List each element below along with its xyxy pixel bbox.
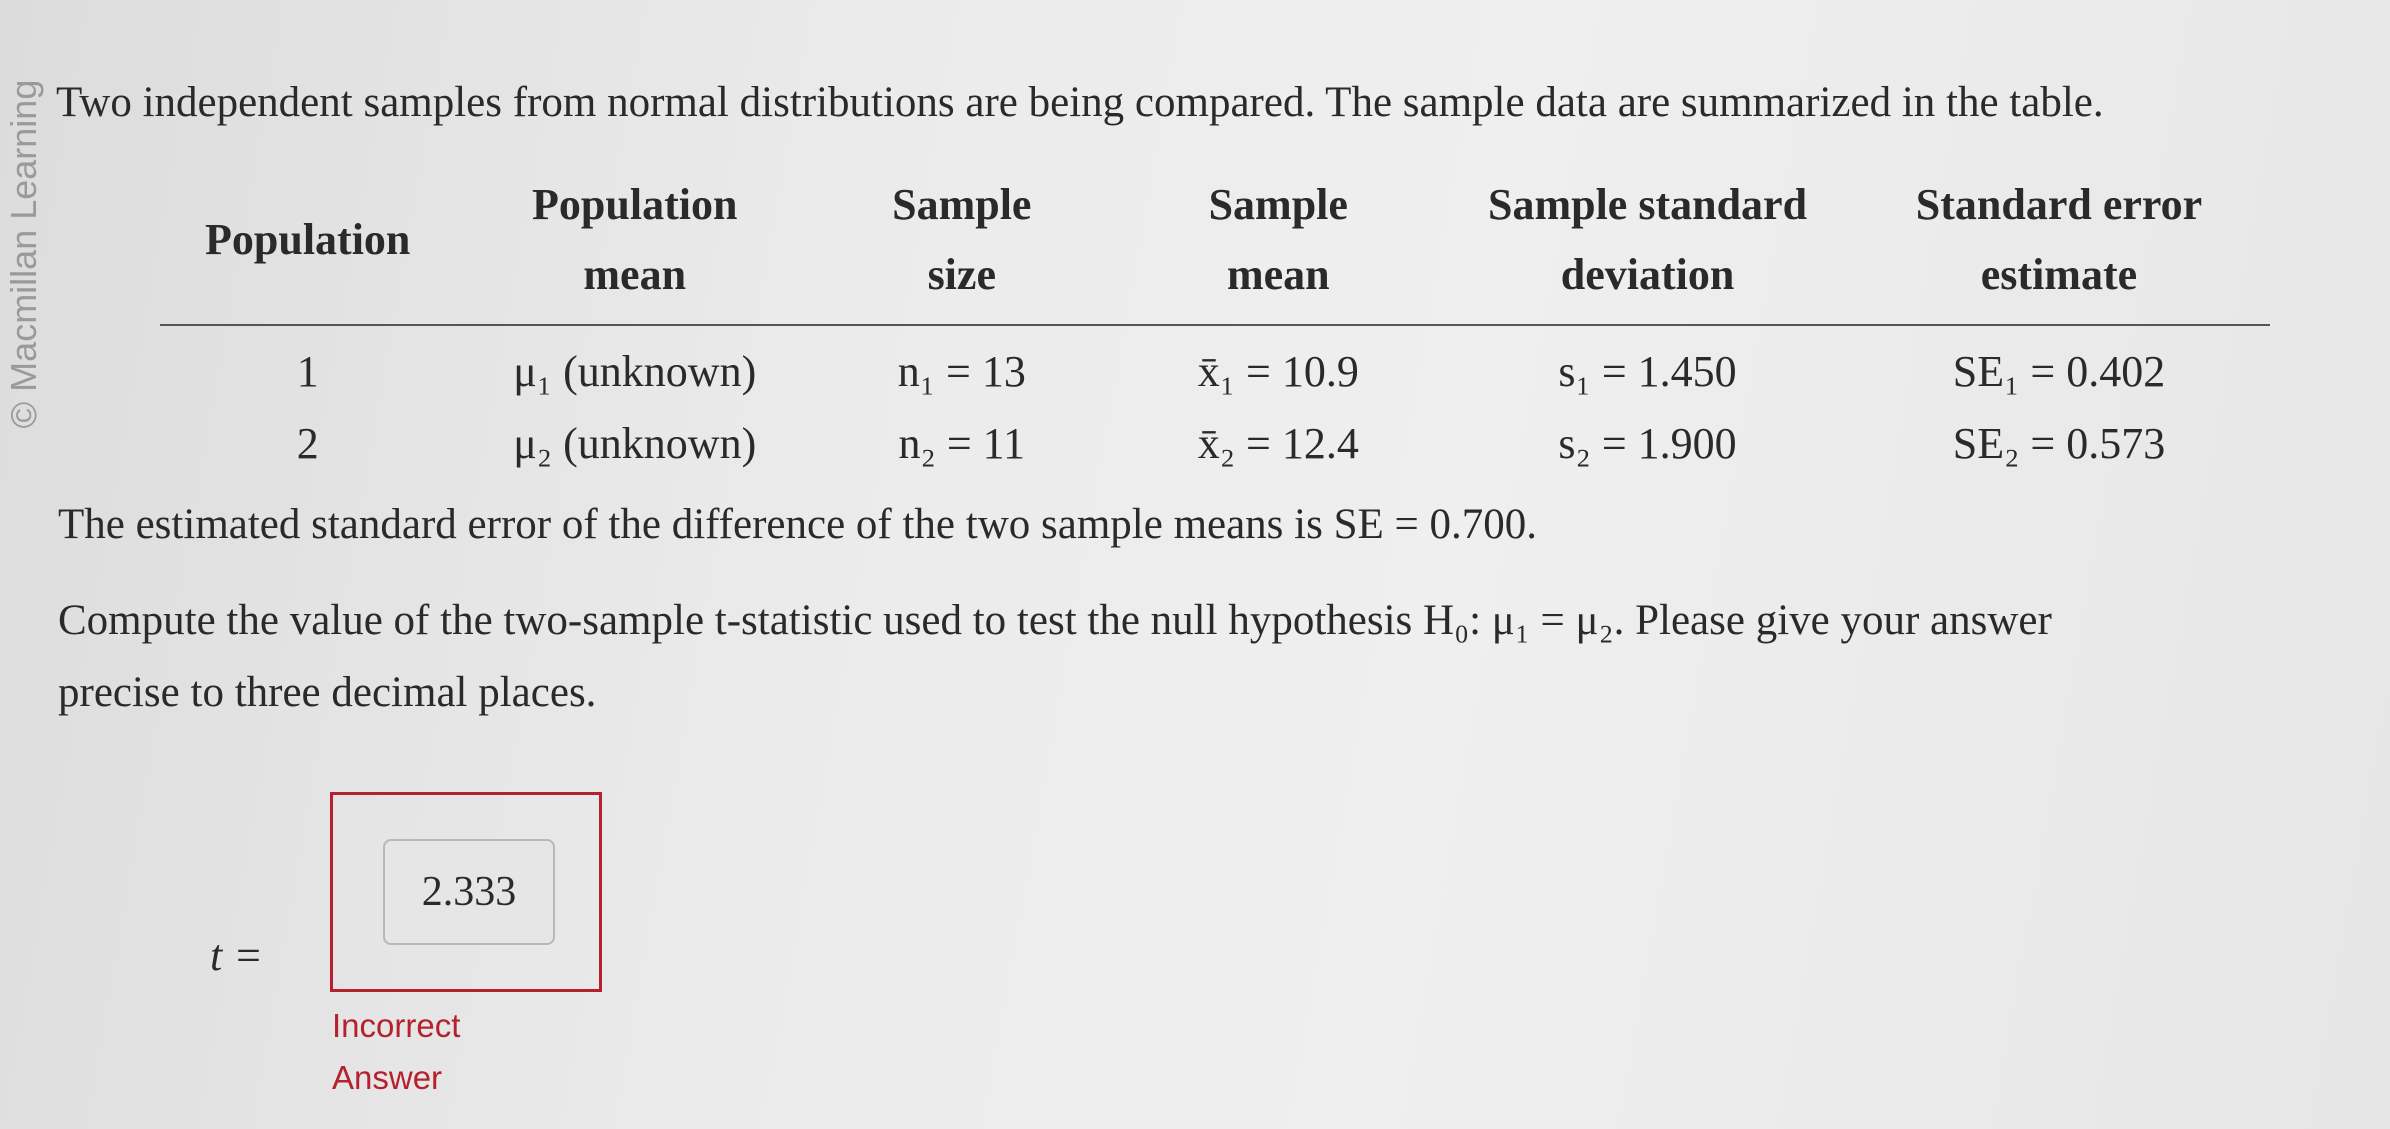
table-header-row [160, 170, 2270, 325]
header-population-mean: Population mean [455, 170, 814, 325]
feedback-answer: Answer [332, 1059, 443, 1096]
cell-se: SE₁ = 0.402 [1952, 347, 2166, 396]
answer-input[interactable]: 2.333 [383, 839, 555, 945]
header-population: Population [160, 170, 455, 325]
cell-mean: μ₂ (unknown) [513, 419, 757, 468]
cell-se: SE₂ = 0.573 [1952, 419, 2166, 468]
cell-sample-mean: x̄₂ = 12.4 [1197, 419, 1359, 468]
answer-frame [330, 792, 602, 992]
answer-feedback [332, 1000, 460, 1104]
cell-size: n₁ = 13 [897, 347, 1026, 396]
question-line-2: precise to three decimal places. [58, 669, 597, 716]
header-sample-mean: Sample mean [1109, 170, 1447, 325]
question-text [58, 585, 2052, 729]
header-sample-sd: Sample standard deviation [1447, 170, 1848, 325]
sample-data-table [160, 170, 2270, 480]
cell-mean: μ₁ (unknown) [513, 347, 757, 396]
question-line-1: Compute the value of the two-sample t-statistic used to test the null hypothesis H₀: μ₁ = μ₂. Please give your answer [58, 597, 2052, 644]
cell-population: 1 [296, 347, 319, 396]
standard-error-statement: The estimated standard error of the difference of the two sample means is SE = 0.700. [58, 501, 1538, 548]
cell-size: n₂ = 11 [898, 419, 1026, 468]
problem-intro: Two independent samples from normal distributions are being compared. The sample data are summarized in the table. [56, 79, 2104, 126]
cell-sd: s₂ = 1.900 [1558, 419, 1737, 468]
header-sample-size: Sample size [814, 170, 1109, 325]
table-row [160, 325, 2270, 408]
feedback-incorrect: Incorrect [332, 1007, 461, 1044]
cell-sd: s₁ = 1.450 [1558, 347, 1737, 396]
cell-population: 2 [296, 419, 319, 468]
table-row [160, 408, 2270, 480]
copyright-watermark: © Macmillan Learning [3, 79, 44, 429]
header-standard-error: Standard error estimate [1848, 170, 2270, 325]
cell-sample-mean: x̄₁ = 10.9 [1197, 347, 1359, 396]
t-statistic-label: t = [210, 931, 263, 980]
